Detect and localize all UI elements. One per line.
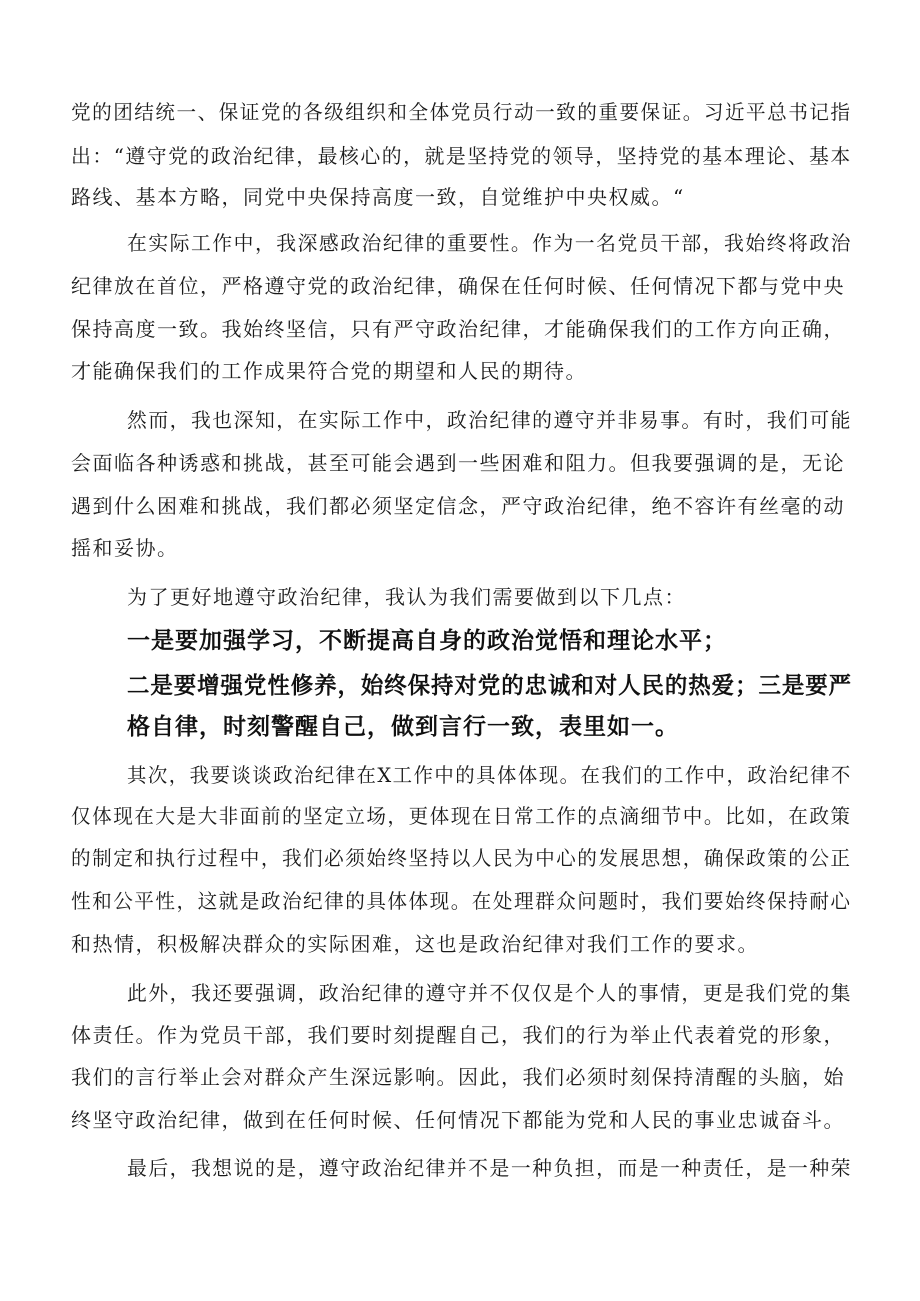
paragraph-line: 其次，我要谈谈政治纪律在X工作中的具体体现。在我们的工作中，政治纪律不 xyxy=(127,763,852,787)
paragraph-line: 我们的言行举止会对群众产生深远影响。因此，我们必须时刻保持清醒的头脑，始 xyxy=(71,1065,845,1089)
paragraph-line: 遇到什么困难和挑战，我们都必须坚定信念，严守政治纪律，绝不容许有丝毫的动 xyxy=(71,494,845,518)
paragraph-line: 为了更好地遵守政治纪律，我认为我们需要做到以下几点： xyxy=(127,585,686,609)
paragraph-line: 路线、基本方略，同党中央保持高度一致，自觉维护中央权威。“ xyxy=(71,185,685,209)
paragraph-line: 体责任。作为党员干部，我们要时刻提醒自己，我们的行为举止代表着党的形象， xyxy=(71,1023,845,1047)
paragraph-line: 才能确保我们的工作成果符合党的期望和人民的期待。 xyxy=(71,359,587,383)
paragraph-line: 和热情，积极解决群众的实际困难，这也是政治纪律对我们工作的要求。 xyxy=(71,932,759,956)
paragraph-line: 终坚守政治纪律，做到在任何时候、任何情况下都能为党和人民的事业忠诚奋斗。 xyxy=(71,1108,845,1132)
paragraph-line: 摇和妥协。 xyxy=(71,536,179,560)
bold-point-line: 二是要增强党性修养，始终保持对党的忠诚和对人民的热爱；三是要严 xyxy=(127,673,852,699)
paragraph-line: 纪律放在首位，严格遵守党的政治纪律，确保在任何时候、任何情况下都与党中央 xyxy=(71,274,845,298)
paragraph-line: 保持高度一致。我始终坚信，只有严守政治纪律，才能确保我们的工作方向正确， xyxy=(71,317,845,341)
paragraph-line: 性和公平性，这就是政治纪律的具体体现。在处理群众问题时，我们要始终保持耐心 xyxy=(71,889,852,913)
paragraph-line: 的制定和执行过程中，我们必须始终坚持以人民为中心的发展思想，确保政策的公正 xyxy=(71,846,852,870)
paragraph-line: 然而，我也深知，在实际工作中，政治纪律的遵守并非易事。有时，我们可能 xyxy=(127,408,852,432)
bold-point-line: 一是要加强学习，不断提高自身的政治觉悟和理论水平； xyxy=(127,628,727,654)
bold-point-line: 格自律，时刻警醒自己，做到言行一致，表里如一。 xyxy=(127,714,679,740)
paragraph-line: 出：“遵守党的政治纪律，最核心的，就是坚持党的领导，坚持党的基本理论、基本 xyxy=(71,144,852,168)
paragraph-line: 此外，我还要强调，政治纪律的遵守并不仅仅是个人的事情，更是我们党的集 xyxy=(127,981,852,1005)
paragraph-line: 仅体现在大是大非面前的坚定立场，更体现在日常工作的点滴细节中。比如，在政策 xyxy=(71,804,852,828)
paragraph-line: 党的团结统一、保证党的各级组织和全体党员行动一致的重要保证。习近平总书记指 xyxy=(71,100,852,124)
paragraph-line: 在实际工作中，我深感政治纪律的重要性。作为一名党员干部，我始终将政治 xyxy=(127,231,852,255)
paragraph-line: 最后，我想说的是，遵守政治纪律并不是一种负担，而是一种责任，是一种荣 xyxy=(127,1156,852,1180)
paragraph-line: 会面临各种诱惑和挑战，甚至可能会遇到一些困难和阻力。但我要强调的是，无论 xyxy=(71,451,845,475)
